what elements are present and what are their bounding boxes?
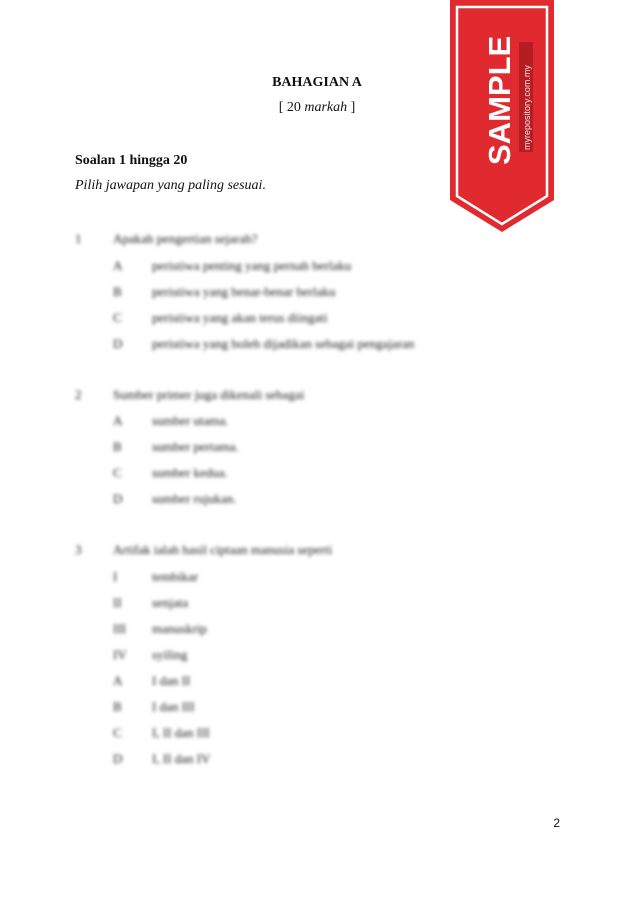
option-text: sumber kedua.: [152, 465, 228, 480]
option-text: peristiwa yang akan terus diingati: [152, 310, 328, 325]
option-label: A: [113, 258, 123, 273]
question-number: 3: [75, 542, 82, 557]
marks-open: [ 20: [278, 100, 305, 115]
questions-range: Soalan 1 hingga 20: [75, 153, 188, 168]
question-stem: Sumber primer juga dikenali sebagai: [113, 387, 305, 402]
stamp-subtext: myrepository.com.my: [522, 65, 532, 150]
statement-label: I: [113, 569, 118, 584]
option-text: I, II dan III: [152, 725, 210, 740]
option-text: sumber pertama.: [152, 439, 239, 454]
option-label: C: [113, 725, 122, 740]
page-number: 2: [553, 816, 560, 830]
section-title: BAHAGIAN A: [272, 75, 362, 90]
statement-text: senjata: [152, 595, 189, 610]
option-text: peristiwa yang boleh dijadikan sebagai pengajaran: [152, 336, 415, 351]
question-stem: Artifak ialah hasil ciptaan manusia seperti: [113, 542, 333, 557]
option-label: B: [113, 284, 122, 299]
option-text: I dan III: [152, 699, 195, 714]
option-text: peristiwa yang benar-benar berlaku: [152, 284, 336, 299]
option-label: B: [113, 699, 122, 714]
option-text: I dan II: [152, 673, 191, 688]
marks-word: markah: [304, 100, 348, 115]
question-number: 2: [75, 387, 82, 402]
option-text: I, II dan IV: [152, 751, 211, 766]
option-label: A: [113, 413, 123, 428]
statement-text: manuskrip: [152, 621, 207, 636]
option-label: B: [113, 439, 122, 454]
statement-label: III: [113, 621, 126, 636]
option-label: D: [113, 491, 123, 506]
option-text: sumber utama.: [152, 413, 229, 428]
option-label: C: [113, 465, 122, 480]
marks-close: ]: [347, 100, 356, 115]
option-label: A: [113, 673, 123, 688]
option-text: sumber rujukan.: [152, 491, 237, 506]
question-number: 1: [75, 231, 82, 246]
question-stem: Apakah pengertian sejarah?: [113, 231, 258, 246]
statement-label: IV: [113, 647, 127, 662]
option-text: peristiwa penting yang pernah berlaku: [152, 258, 352, 273]
instruction: Pilih jawapan yang paling sesuai.: [75, 178, 266, 193]
sample-stamp: [450, 0, 554, 232]
option-label: D: [113, 336, 123, 351]
statement-text: tembikar: [152, 569, 199, 584]
statement-text: syiling: [152, 647, 188, 662]
option-label: C: [113, 310, 122, 325]
stamp-text: SAMPLE: [482, 35, 517, 165]
option-label: D: [113, 751, 123, 766]
statement-label: II: [113, 595, 122, 610]
